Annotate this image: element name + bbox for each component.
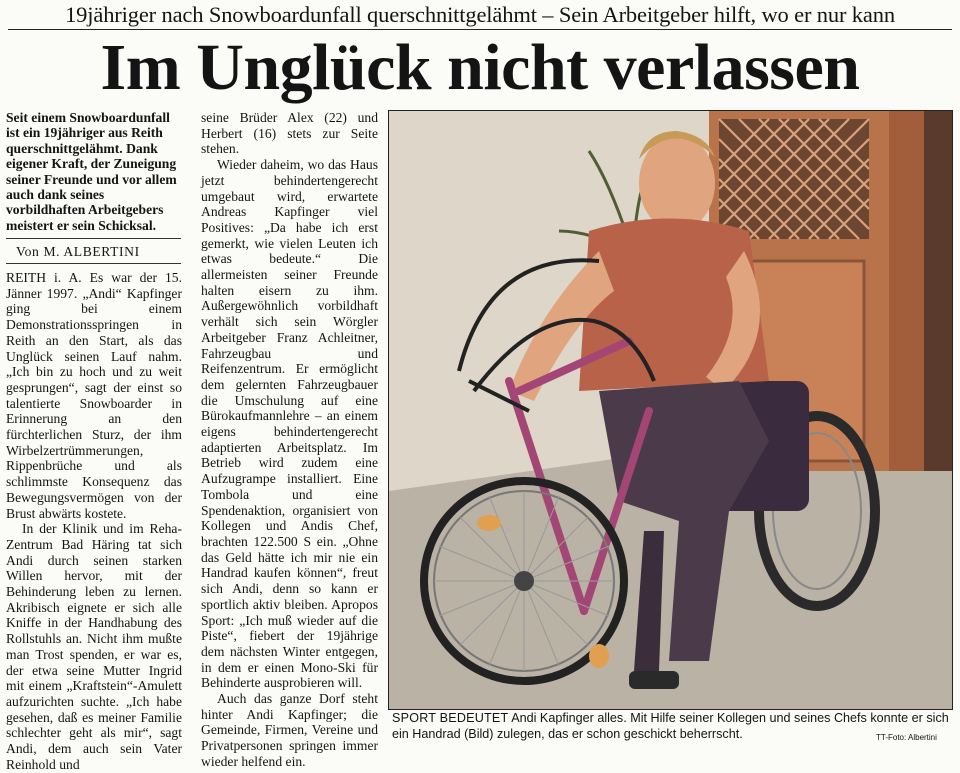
article-lead: Seit einem Snowboardunfall ist ein 19jähriger aus Reith querschnittgelähmt. Dank eigener Kraft, der Zuneigung seiner Freunde und vor allem auch dank seines vorbildhaften Arbeitgebers meistert er sein Schicksal. <box>6 110 177 233</box>
photo-caption <box>392 711 952 742</box>
column2-paragraph: Auch das ganze Dorf steht hinter Andi Kapfinger; die Gemeinde, Firmen, Vereine und Privatpersonen springen immer wieder helfend ein. <box>201 691 378 769</box>
caption-text: Andi Kapfinger alles. Mit Hilfe seiner Kollegen und seines Chefs konnte er sich ein Handrad (Bild) zulegen, das er schon geschickt beherrscht. <box>392 711 949 741</box>
caption-lead: SPORT BEDEUTET <box>392 711 509 725</box>
column2-paragraph: seine Brüder Alex (22) und Herbert (16) stets zur Seite stehen. <box>201 110 378 157</box>
byline-rule-bottom <box>6 263 181 264</box>
article-column-2 <box>201 110 378 770</box>
article-headline: Im Unglück nicht verlassen <box>100 31 860 104</box>
article-photo <box>388 110 953 710</box>
article-kicker: 19jähriger nach Snowboardunfall querschnittgelähmt – Sein Arbeitgeber hilft, wo er nur kann <box>65 2 895 27</box>
article-byline: Von M. ALBERTINI <box>16 244 140 259</box>
column1-paragraph: In der Klinik und im Reha-Zentrum Bad Häring tat sich Andi durch seinen starken Willen hervor, mit der Behinderung leben zu lernen. Akribisch eignete er sich alle Kniffe in der Handhabung des Rollstuhls an. Nicht ihm mußte man Trost spenden, er war es, der etwa seine Mutter Ingrid mit einem „Kraftstein“-Amulett aufzurichten suchte. „Ich habe gesehen, daß es meiner Familie schlechter geht als mir“, sagt Andi, dem auch sein Vater Reinhold und <box>6 521 182 772</box>
photo-illustration <box>389 111 952 709</box>
article-column-1 <box>6 270 182 773</box>
column2-paragraph: Wieder daheim, wo das Haus jetzt behindertengerecht umgebaut wird, erwartete Andreas Kapfinger viel Positives: „Da habe ich erst gemerkt, wie vielen Leuten ich etwas bedeute.“ Die allermeisten seiner Freunde halten eisern zu ihm. Außergewöhnlich vorbildhaft verhält sich sein Wörgler Arbeitgeber Franz Achleitner, Fahrzeugbau und Reifenzentrum. Er ermöglicht dem gelernten Fahrzeugbauer die Umschulung auf eine Bürokaufmannlehre – an einem eigens behindertengerecht adaptierten Arbeitsplatz. Im Betrieb wird zudem eine Aufzugrampe installiert. Eine Tombola und eine Spendenaktion, organisiert von Kollegen und Andis Chef, brachten 122.500 S ein. „Ohne das Geld hätte ich mir nie ein Handrad kaufen können“, freut sich Andi, denn so kann er sportlich aktiv bleiben. Apropos Sport: „Ich muß wieder auf die Piste“, fiebert der 19jährige dem nächsten Winter entgegen, in dem er einen Mono-Ski für Behinderte ausprobieren will. <box>201 157 378 691</box>
photo-credit: TT-Foto: Albertini <box>876 733 937 742</box>
byline-rule-top <box>6 238 181 239</box>
column1-paragraph: REITH i. A. Es war der 15. Jänner 1997. „Andi“ Kapfinger ging bei einem Demonstrationsspringen in Reith an den Start, als das Unglück seinen Lauf nahm. „Ich bin zu hoch und zu weit gesprungen“, sagt der einst so talentierte Snowboarder in Erinnerung an den fürchterlichen Sturz, der ihm Wirbelzertrümmerungen, Rippenbrüche und als schlimmste Konsequenz das Bewegungsvermögen von der Brust abwärts kostete. <box>6 270 182 521</box>
